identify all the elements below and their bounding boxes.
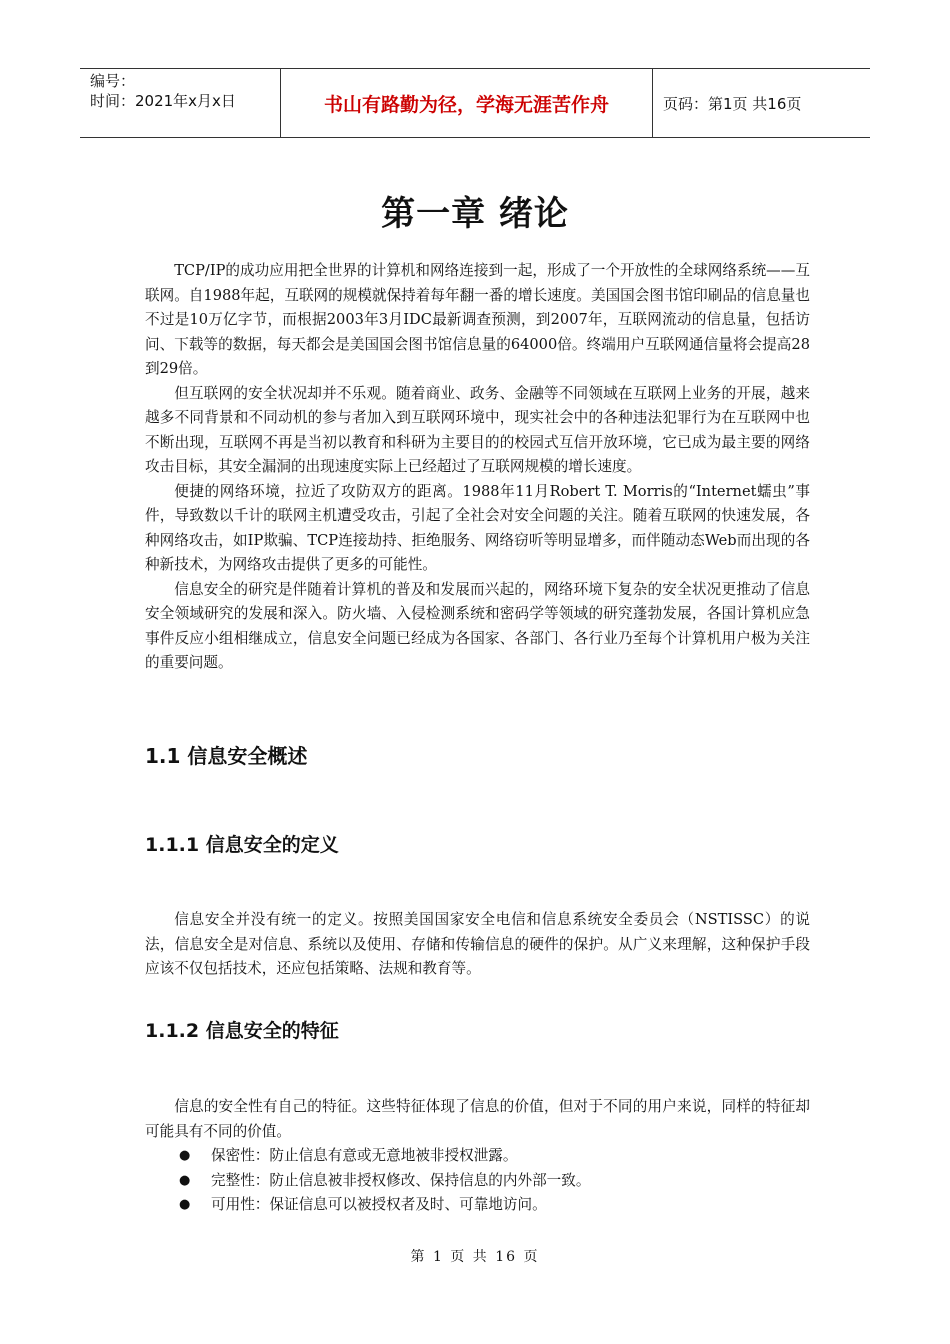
intro-paragraph: 但互联网的安全状况却并不乐观。随着商业、政务、金融等不同领域在互联网上业务的开展，越来越多不同背景和不同动机的参与者加入到互联网环境中，现实社会中的各种违法犯罪行为在互联网中也不断出现，互联网不再是当初以教育和科研为主要目的的校园式互信开放环境，它已成为最主要的网络攻击目标，其安全漏洞的出现速度实际上已经超过了互联网规模的增长速度。 (145, 384, 810, 475)
intro-section (145, 259, 810, 676)
header-meta (80, 69, 280, 137)
features-paragraph: 信息的安全性有自己的特征。这些特征体现了信息的价值，但对于不同的用户来说，同样的特征却可能具有不同的价值。 (145, 1098, 810, 1140)
features-section (145, 1095, 810, 1144)
document-number-label: 编号： (90, 72, 136, 90)
list-item (145, 1193, 810, 1218)
header-motto-cell (280, 69, 653, 137)
list-item (145, 1144, 810, 1169)
chapter-title: 第一章 绪论 (381, 194, 569, 234)
section-heading-1-1-2: 1.1.2 信息安全的特征 (145, 1020, 339, 1042)
bullet-icon: ● (179, 1197, 191, 1212)
header-page-info-cell (653, 69, 870, 137)
list-item-text: 完整性：防止信息被非授权修改、保持信息的内外部一致。 (211, 1171, 591, 1189)
intro-paragraph: 便捷的网络环境，拉近了攻防双方的距离。1988年11月Robert T. Morris的“Internet蠕虫”事件，导致数以千计的联网主机遭受攻击，引起了全社会对安全问题的关注。随着互联网的快速发展，各种网络攻击，如IP欺骗、TCP连接劫持、拒绝服务、网络窃听等明显增多，而伴随动态Web而出现的各种新技术，为网络攻击提供了更多的可能性。 (145, 482, 810, 573)
header-page-info: 页码：第1页 共16页 (663, 94, 802, 113)
document-date: 时间：2021年x月x日 (90, 92, 236, 110)
page-header (80, 68, 870, 138)
list-item (145, 1169, 810, 1194)
definition-section (145, 908, 810, 982)
section-heading-1-1: 1.1 信息安全概述 (145, 744, 308, 768)
definition-paragraph: 信息安全并没有统一的定义。按照美国国家安全电信和信息系统安全委员会（NSTISSC）的说法，信息安全是对信息、系统以及使用、存储和传输信息的硬件的保护。从广义来理解，这种保护手段应该不仅包括技术，还应包括策略、法规和教育等。 (145, 911, 810, 977)
list-item-text: 可用性：保证信息可以被授权者及时、可靠地访问。 (211, 1196, 547, 1213)
intro-paragraph: TCP/IP的成功应用把全世界的计算机和网络连接到一起，形成了一个开放性的全球网络系统——互联网。自1988年起，互联网的规模就保持着每年翻一番的增长速度。美国国会图书馆印刷品的信息量也不过是10万亿字节，而根据2003年3月IDC最新调查预测，到2007年，互联网流动的信息量，包括访问、下载等的数据，每天都会是美国国会图书馆信息量的64000倍。终端用户互联网通信量将会提高28到29倍。 (145, 262, 810, 377)
intro-paragraph: 信息安全的研究是伴随着计算机的普及和发展而兴起的，网络环境下复杂的安全状况更推动了信息安全领域研究的发展和深入。防火墙、入侵检测系统和密码学等领域的研究蓬勃发展，各国计算机应急事件反应小组相继成立，信息安全问题已经成为各国家、各部门、各行业乃至每个计算机用户极为关注的重要问题。 (145, 580, 810, 671)
bullet-icon: ● (179, 1148, 191, 1163)
section-heading-1-1-1: 1.1.1 信息安全的定义 (145, 834, 339, 856)
list-item-text: 保密性：防止信息有意或无意地被非授权泄露。 (211, 1147, 518, 1164)
features-list (145, 1144, 810, 1218)
page-footer: 第 1 页 共 16 页 (410, 1249, 540, 1265)
bullet-icon: ● (179, 1172, 191, 1188)
header-motto: 书山有路勤为径，学海无涯苦作舟 (323, 93, 609, 116)
